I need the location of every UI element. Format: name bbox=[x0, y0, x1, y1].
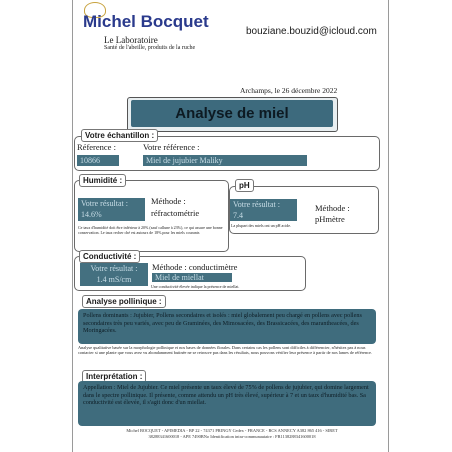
ph-result-label: Votre résultat : bbox=[233, 200, 280, 209]
humidite-result-value: 14.6% bbox=[81, 210, 102, 219]
conductivite-header: Conductivité : bbox=[79, 250, 140, 263]
interpretation-header: Interprétation : bbox=[82, 370, 146, 383]
footer bbox=[72, 428, 392, 439]
ph-method-value: pHmètre bbox=[315, 214, 345, 224]
ph-method-label: Méthode : bbox=[315, 203, 350, 213]
logo-subtitle: Le Laboratoire bbox=[104, 35, 158, 45]
conductivite-result-field bbox=[80, 263, 148, 286]
echantillon-header: Votre échantillon : bbox=[81, 129, 158, 142]
reference-label: Réference : bbox=[77, 142, 116, 152]
votre-reference-value: Miel de jujubier Maliky bbox=[143, 155, 307, 166]
humidite-result-label: Votre résultat : bbox=[81, 199, 128, 208]
conductivite-type-value: Miel de miellat bbox=[152, 273, 232, 282]
document-date: Archamps, le 26 décembre 2022 bbox=[240, 86, 338, 95]
humidite-method-label: Méthode : bbox=[151, 196, 186, 206]
ph-result-field bbox=[230, 199, 297, 221]
conductivite-method-label: Méthode : conductimètre bbox=[152, 262, 238, 272]
pollinique-text: Pollens dominants : Jujubier, Pollens secondaires et isolés : miel globalement peu chargé en pollens avec pollens secondaires très peu variés, avec peu de Graminées, des Mimosacées, des Brassicacées, des marantheacées, des Moringacées. bbox=[78, 309, 376, 344]
pollinique-header: Analyse pollinique : bbox=[82, 295, 166, 308]
logo-tagline: Santé de l'abeille, produits de la ruche bbox=[104, 45, 196, 51]
conductivite-result-value: 1.4 mS/cm bbox=[96, 275, 132, 284]
interpretation-text: Appellation : Miel de Jujubier. Ce miel présente un taux élevé de 75% de pollens de jujubier, qui domine largement dans le spectre pollinique. Il présente, comme attendu un pH très élevé, supérieur à 7 et un taux d'humidité bas. Sa conductivité est élevée, il s'agit donc d'un miellat. bbox=[78, 381, 376, 426]
pollinique-note: Analyse qualitative basée sur la morphologie pollinique et nos bases de données florales. Dans certains cas les pollens sont difficiles à différencier, n'hésitez pas à nous contacter si une plante que vous avez vu abondamment butinée ne se retrouve pas dans les résultats, nous pouvons vérifier leur présence à partir de nos lames de référence. bbox=[78, 345, 372, 355]
humidite-result-field bbox=[78, 198, 145, 221]
humidite-note: Ce taux d'humidité doit être inférieur à 20% (sauf callune à 23%), ce qui assure une bonne conservation. Le taux recher ché est autours de 18% pour les miels courants bbox=[78, 225, 223, 235]
conductivite-result-label: Votre résultat : bbox=[90, 264, 138, 273]
logo-name: Michel Bocquet bbox=[83, 12, 209, 31]
ph-note: La plupart des miels ont un pH acide. bbox=[231, 223, 291, 228]
page-right-border bbox=[388, 0, 389, 452]
ph-result-value: 7.4 bbox=[233, 211, 243, 220]
conductivite-note: Une conductivité élevée indique la présence de miellat. bbox=[151, 284, 240, 289]
page-left-border bbox=[72, 0, 73, 452]
email-address[interactable]: bouziane.bouzid@icloud.com bbox=[246, 26, 377, 37]
votre-reference-label: Votre référence : bbox=[143, 142, 200, 152]
page-title: Analyse de miel bbox=[131, 100, 333, 127]
ph-header: pH bbox=[235, 179, 254, 192]
reference-value: 10866 bbox=[77, 155, 119, 166]
footer-line-1: Michel BOCQUET - APIMEDIA - BP 22 - 74371 PRINGY Cedex - FRANCE - RCS ANNECY A382 865 416 - SIRET bbox=[126, 428, 338, 433]
humidite-header: Humidité : bbox=[79, 174, 126, 187]
humidite-method-value: réfractométrie bbox=[151, 208, 200, 218]
footer-line-2: 38288341600018 - APE 7490BNo Identification intra-communautaire : FR1138288341600018 bbox=[148, 433, 316, 439]
